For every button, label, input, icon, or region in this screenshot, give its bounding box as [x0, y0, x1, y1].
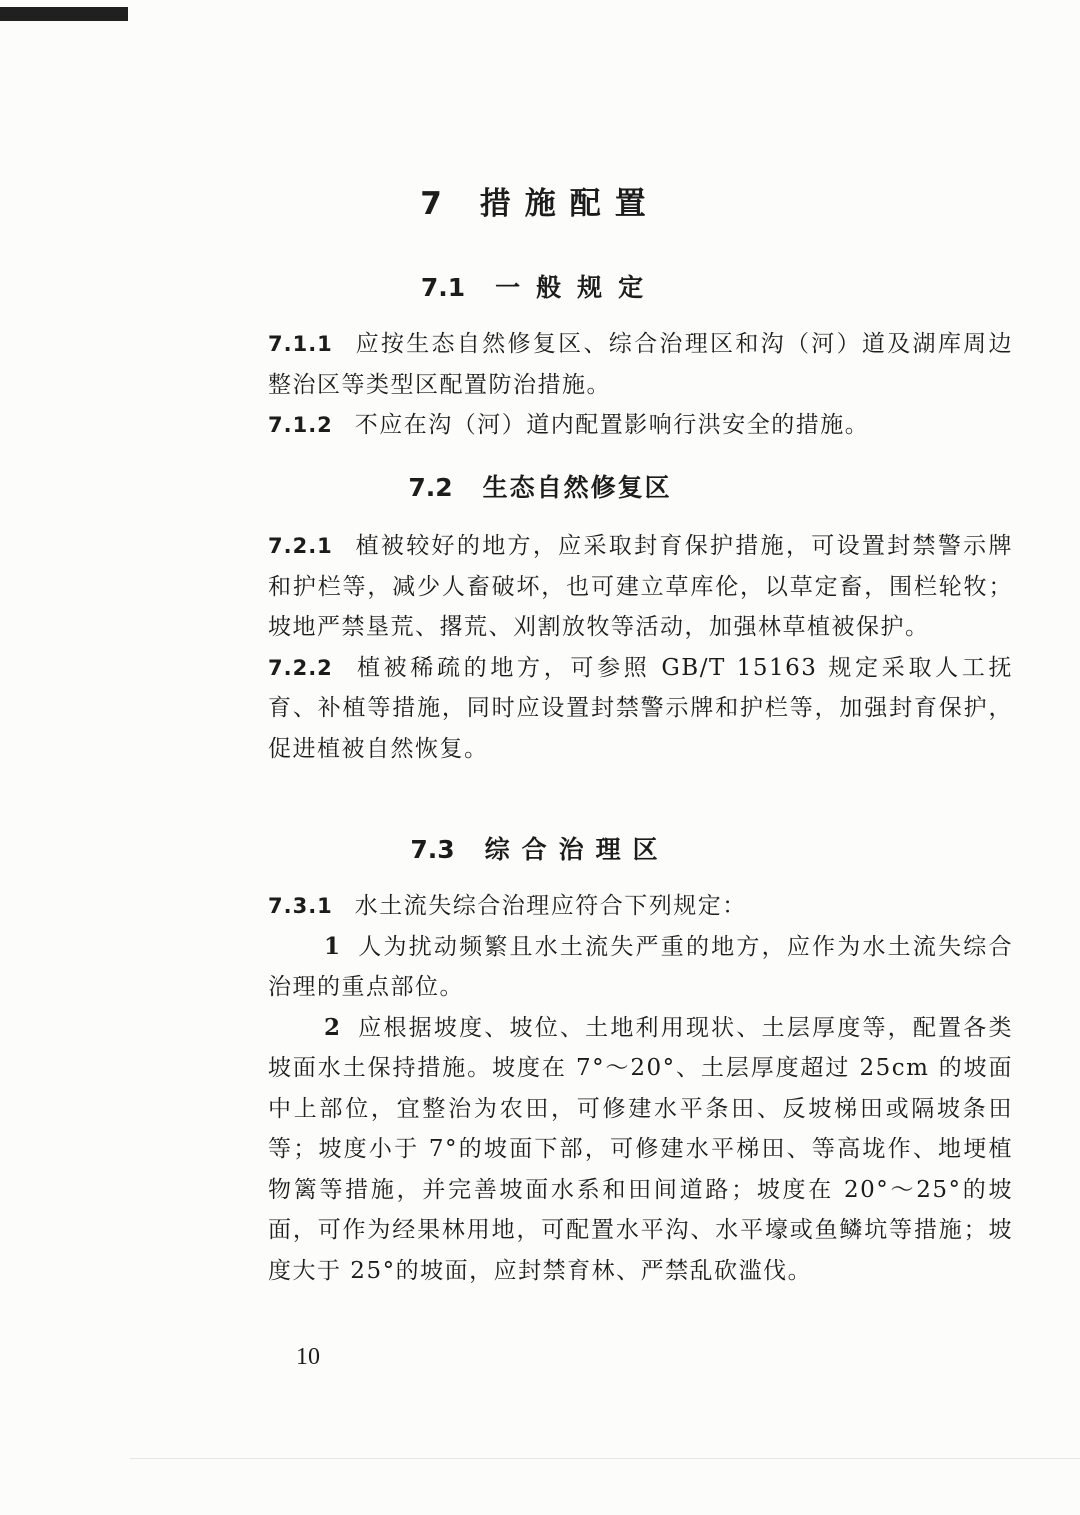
clause-7-3-1 — [268, 886, 1013, 927]
item-text: 人为扰动频繁且水土流失严重的地方，应作为水土流失综合治理的重点部位。 — [268, 933, 1013, 1000]
clause-text: 植被稀疏的地方，可参照 GB/T 15163 规定采取人工抚育、补植等措施，同时应设置封禁警示牌和护栏等，加强封育保护，促进植被自然恢复。 — [268, 654, 1013, 762]
clause-number: 7.3.1 — [268, 894, 333, 918]
section-7-3-body — [268, 886, 1013, 1291]
section-title-text: 生态自然修复区 — [482, 473, 672, 502]
section-number: 7.2 — [408, 473, 453, 502]
clause-7-1-2 — [268, 405, 1013, 446]
clause-number: 7.1.1 — [268, 332, 333, 356]
section-7-1-body — [268, 324, 1013, 446]
clause-number: 7.2.2 — [268, 655, 333, 680]
item-number: 1 — [324, 932, 342, 960]
list-item — [268, 927, 1013, 1008]
chapter-title-text: 措施配置 — [479, 186, 660, 222]
section-number: 7.1 — [420, 273, 466, 302]
page-number: 10 — [296, 1344, 320, 1370]
section-7-2-body — [268, 526, 1013, 769]
clause-7-2-1 — [268, 526, 1013, 648]
chapter-title — [0, 178, 1080, 223]
clause-text: 水土流失综合治理应符合下列规定： — [354, 893, 747, 919]
section-number: 7.3 — [410, 835, 455, 864]
scan-edge-mark — [0, 7, 128, 21]
item-text: 应根据坡度、坡位、土地利用现状、土层厚度等，配置各类坡面水土保持措施。坡度在 7°～20°、土层厚度超过 25cm 的坡面中上部位，宜整治为农田，可修建水平条田、反坡梯田或隔坡条田等；坡度小于 7°的坡面下部，可修建水平梯田、等高垅作、地埂植物篱等措施，并完善坡面水系和田间道路；坡度在 20°～25°的坡面，可作为经果林用地，可配置水平沟、水平壕或鱼鳞坑等措施；坡度大于 25°的坡面，应封禁育林、严禁乱砍滥伐。 — [268, 1014, 1013, 1284]
clause-number: 7.1.2 — [268, 413, 333, 437]
clause-7-2-2 — [268, 648, 1013, 770]
list-item — [268, 1008, 1013, 1292]
item-number: 2 — [324, 1013, 342, 1041]
page-edge-line — [130, 1458, 1080, 1459]
clause-text: 不应在沟（河）道内配置影响行洪安全的措施。 — [354, 412, 870, 438]
section-heading-7-3 — [0, 830, 1080, 866]
section-heading-7-1 — [0, 268, 1080, 304]
chapter-number: 7 — [420, 186, 444, 222]
clause-text: 植被较好的地方，应采取封育保护措施，可设置封禁警示牌和护栏等，减少人畜破坏，也可建立草库伦，以草定畜，围栏轮牧；坡地严禁垦荒、撂荒、刈割放牧等活动，加强林草植被保护。 — [268, 533, 1013, 640]
clause-text: 应按生态自然修复区、综合治理区和沟（河）道及湖库周边整治区等类型区配置防治措施。 — [268, 331, 1013, 398]
section-title-text: 综合治理区 — [484, 835, 670, 864]
clause-number: 7.2.1 — [268, 534, 333, 558]
section-heading-7-2 — [0, 468, 1080, 504]
section-title-text: 一般规定 — [495, 273, 660, 302]
clause-7-1-1 — [268, 324, 1013, 405]
